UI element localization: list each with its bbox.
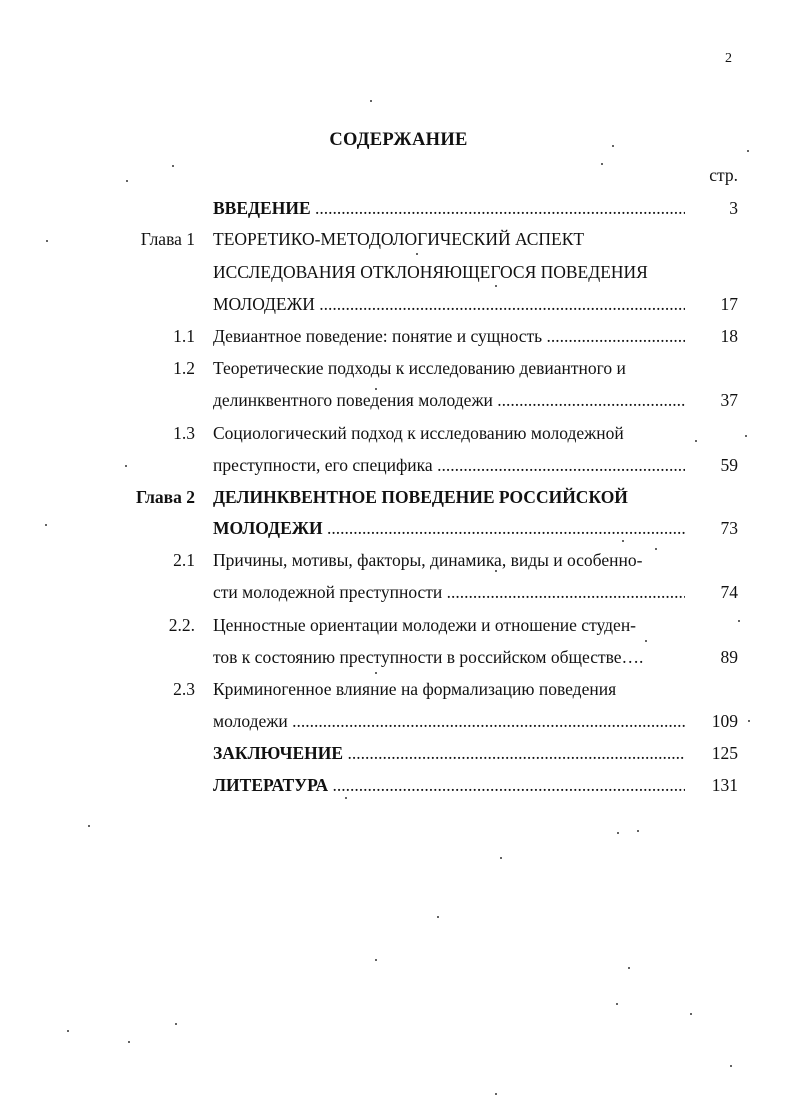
toc-entry-page: 89 — [720, 647, 738, 667]
toc-entry — [0, 518, 797, 544]
scan-speck — [637, 830, 639, 832]
toc-entry-title: Ценностные ориентации молодежи и отношение студен- — [213, 615, 637, 635]
toc-entry — [0, 775, 797, 801]
toc-entry — [0, 423, 797, 449]
scan-speck — [645, 640, 647, 642]
scan-speck — [730, 1065, 732, 1067]
toc-entry-title: Криминогенное влияние на формализацию поведения — [213, 679, 617, 699]
toc-entry-page: 37 — [720, 390, 738, 410]
toc-entry — [0, 743, 797, 769]
toc-entry — [0, 455, 797, 481]
toc-entry — [0, 358, 797, 384]
toc-entry-title: преступности, его специфика ..... — [213, 455, 685, 476]
scan-speck — [601, 163, 603, 165]
scan-speck — [126, 180, 128, 182]
page-title: СОДЕРЖАНИЕ — [329, 130, 468, 150]
toc-entry — [0, 647, 797, 673]
toc-entry-label: 1.1 — [173, 326, 195, 346]
toc-entry — [0, 615, 797, 641]
page-column-label: стр. — [709, 165, 738, 185]
toc-entry-title: МОЛОДЕЖИ ..... — [213, 294, 685, 315]
toc-entry-title: ЗАКЛЮЧЕНИЕ ..... — [213, 743, 685, 764]
scan-speck — [125, 465, 127, 467]
scan-speck — [628, 967, 630, 969]
scan-speck — [375, 672, 377, 674]
scan-speck — [375, 388, 377, 390]
scan-speck — [690, 1013, 692, 1015]
toc-entry — [0, 229, 797, 255]
scan-speck — [738, 620, 740, 622]
toc-entry — [0, 294, 797, 320]
scan-speck — [695, 440, 697, 442]
toc-entry — [0, 262, 797, 288]
toc-entry-title: тов к состоянию преступности в российском обществе…. — [213, 647, 644, 667]
toc-entry-title: Девиантное поведение: понятие и сущность ..... — [213, 326, 685, 347]
toc-entry-title: молодежи ..... — [213, 711, 685, 732]
toc-entry — [0, 326, 797, 352]
toc-entry-title: ТЕОРЕТИКО-МЕТОДОЛОГИЧЕСКИЙ АСПЕКТ — [213, 229, 585, 249]
scan-speck — [45, 524, 47, 526]
toc-entry-title: делинквентного поведения молодежи ..... — [213, 390, 685, 411]
toc-entry-label: 1.3 — [173, 423, 195, 443]
toc-entry-label: Глава 2 — [135, 487, 195, 507]
toc-entry-page: 74 — [720, 582, 738, 602]
toc-entry-title: Социологический подход к исследованию молодежной — [213, 423, 624, 443]
toc-entry-page: 17 — [720, 294, 738, 314]
toc-entry-title: ИССЛЕДОВАНИЯ ОТКЛОНЯЮЩЕГОСЯ ПОВЕДЕНИЯ — [213, 262, 648, 282]
toc-entry-page: 131 — [711, 775, 738, 795]
toc-entry-label: Глава 1 — [140, 229, 195, 249]
toc-entry-title: МОЛОДЕЖИ ..... — [213, 518, 685, 539]
scan-speck — [747, 150, 749, 152]
scan-speck — [67, 1030, 69, 1032]
toc-entry-label: 1.2 — [173, 358, 195, 378]
toc-entry — [0, 679, 797, 705]
toc-entry-label: 2.1 — [173, 550, 195, 570]
toc-entry-page: 59 — [720, 455, 738, 475]
toc-entry-label: 2.3 — [173, 679, 195, 699]
toc-entry-page: 73 — [720, 518, 738, 538]
page-number: 2 — [725, 51, 732, 66]
scan-speck — [345, 797, 347, 799]
scan-speck — [172, 165, 174, 167]
scan-speck — [617, 832, 619, 834]
scan-speck — [128, 1041, 130, 1043]
scan-speck — [745, 435, 747, 437]
toc-entry-title: сти молодежной преступности ..... — [213, 582, 685, 603]
scan-speck — [622, 540, 624, 542]
toc-entry — [0, 198, 797, 224]
scan-speck — [88, 825, 90, 827]
toc-entry — [0, 390, 797, 416]
toc-entry-page: 109 — [711, 711, 738, 731]
toc-entry — [0, 487, 797, 513]
scan-speck — [616, 1003, 618, 1005]
toc-entry — [0, 550, 797, 576]
scan-speck — [495, 285, 497, 287]
scan-speck — [175, 1023, 177, 1025]
scan-speck — [495, 570, 497, 572]
scan-speck — [748, 720, 750, 722]
toc-entry-title: ЛИТЕРАТУРА ..... — [213, 775, 685, 796]
toc-entry-label: 2.2. — [168, 615, 195, 635]
toc-entry-title: ВВЕДЕНИЕ ..... — [213, 198, 685, 219]
toc-entry-title: ДЕЛИНКВЕНТНОЕ ПОВЕДЕНИЕ РОССИЙСКОЙ — [213, 487, 628, 507]
scan-speck — [437, 916, 439, 918]
scan-speck — [495, 1093, 497, 1095]
toc-entry-page: 125 — [711, 743, 738, 763]
toc-entry — [0, 582, 797, 608]
scan-speck — [416, 253, 418, 255]
scan-speck — [375, 959, 377, 961]
scan-speck — [655, 548, 657, 550]
scan-speck — [370, 100, 372, 102]
toc-entry — [0, 711, 797, 737]
toc-entry-title: Теоретические подходы к исследованию девиантного и — [213, 358, 626, 378]
toc-entry-page: 3 — [729, 198, 738, 218]
toc-entry-title: Причины, мотивы, факторы, динамика, виды и особенно- — [213, 550, 643, 570]
scan-speck — [612, 145, 614, 147]
scan-speck — [46, 240, 48, 242]
scan-speck — [500, 857, 502, 859]
toc-entry-page: 18 — [720, 326, 738, 346]
